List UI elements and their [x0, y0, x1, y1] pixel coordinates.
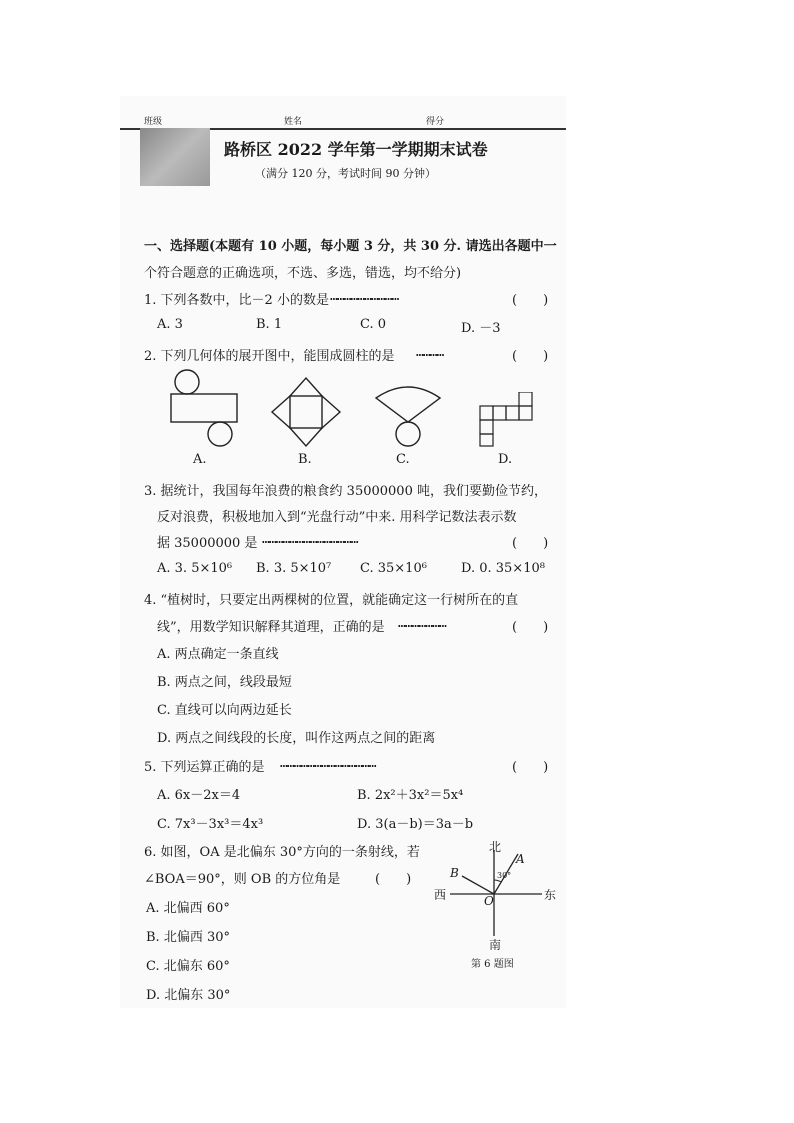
q2-stem: 2. 下列几何体的展开图中，能围成圆柱的是 — [144, 349, 395, 364]
q6-option-c: C. 北偏东 60° — [146, 959, 230, 974]
q6-point-o: O — [484, 894, 494, 908]
q4-dots: ………………… — [398, 616, 446, 631]
q2-label-b: B. — [298, 452, 312, 467]
q3-option-c: C. 35×10⁶ — [360, 561, 427, 576]
q5-dots: …………………………………… — [280, 756, 376, 771]
q3-dots: …………………………………… — [262, 532, 358, 547]
q1-dots: ………………………… — [330, 289, 399, 304]
q3-option-b: B. 3. 5×10⁷ — [256, 561, 332, 576]
q6-line1: 6. 如图，OA 是北偏东 30°方向的一条射线，若 — [144, 845, 420, 860]
q6-line2: ∠BOA＝90°，则 OB 的方位角是 — [144, 872, 341, 887]
q2-figure-d — [476, 392, 536, 448]
name-label: 姓名 — [284, 117, 303, 127]
q5-paren: ( ) — [512, 760, 549, 775]
q3-option-d: D. 0. 35×10⁸ — [461, 561, 545, 576]
section-heading-line2: 个符合题意的正确选项，不选、多选，错选，均不给分) — [144, 266, 462, 281]
q6-point-a: A — [516, 852, 525, 866]
banner-decoration — [140, 128, 210, 186]
q6-east-label: 东 — [544, 888, 557, 902]
q4-line2: 线”，用数学知识解释其道理，正确的是 — [157, 620, 385, 635]
q2-label-a: A. — [193, 452, 207, 467]
section-heading-line1: 一、选择题(本题有 10 小题，每小题 3 分，共 30 分. 请选出各题中一 — [144, 239, 557, 254]
q6-option-d: D. 北偏东 30° — [146, 988, 231, 1003]
q1-option-c: C. 0 — [360, 317, 387, 332]
q1-option-d: D. －3 — [461, 321, 501, 336]
q4-line1: 4. “植树时，只要定出两棵树的位置，就能确定这一行树所在的直 — [144, 593, 519, 608]
q4-option-b: B. 两点之间，线段最短 — [157, 675, 292, 690]
q6-paren: ( ) — [375, 872, 412, 887]
page-subtitle: （满分 120 分，考试时间 90 分钟） — [255, 167, 436, 180]
q2-dots: ………… — [416, 345, 444, 360]
q1-paren: ( ) — [512, 293, 549, 308]
q2-paren: ( ) — [512, 349, 549, 364]
q4-paren: ( ) — [512, 620, 549, 635]
q5-option-c: C. 7x³－3x³＝4x³ — [157, 817, 264, 832]
q3-line2: 反对浪费，积极地加入到“光盘行动”中来. 用科学记数法表示数 — [157, 510, 517, 525]
class-label: 班级 — [144, 117, 163, 127]
q2-label-c: C. — [396, 452, 410, 467]
q5-option-b: B. 2x²＋3x²＝5x⁴ — [357, 788, 464, 803]
q6-west-label: 西 — [434, 888, 447, 902]
q3-paren: ( ) — [512, 536, 549, 551]
q2-figure-c — [374, 380, 444, 452]
q5-stem: 5. 下列运算正确的是 — [144, 760, 265, 775]
q4-option-a: A. 两点确定一条直线 — [157, 647, 279, 662]
q1-option-b: B. 1 — [256, 317, 283, 332]
q2-figure-b — [270, 376, 342, 452]
q3-line3: 据 35000000 是 — [157, 536, 258, 551]
q2-label-d: D. — [498, 452, 513, 467]
q6-point-b: B — [450, 866, 459, 880]
q5-option-a: A. 6x－2x＝4 — [157, 788, 241, 803]
score-label: 得分 — [426, 117, 445, 127]
q6-north-label: 北 — [489, 840, 502, 854]
q4-option-d: D. 两点之间线段的长度，叫作这两点之间的距离 — [157, 731, 436, 746]
q6-figure-caption: 第 6 题图 — [471, 959, 514, 970]
q6-south-label: 南 — [489, 938, 502, 952]
q6-option-a: A. 北偏西 60° — [146, 901, 230, 916]
q3-option-a: A. 3. 5×10⁶ — [157, 561, 233, 576]
page-title: 路桥区 2022 学年第一学期期末试卷 — [224, 140, 488, 159]
q3-line1: 3. 据统计，我国每年浪费的粮食约 35000000 吨，我们要勤俭节约， — [144, 484, 547, 499]
q6-angle-label: 30° — [497, 871, 512, 880]
q4-option-c: C. 直线可以向两边延长 — [157, 703, 292, 718]
q1-option-a: A. 3 — [157, 317, 183, 332]
q6-option-b: B. 北偏西 30° — [146, 930, 230, 945]
q2-figure-a — [165, 366, 245, 450]
q1-stem: 1. 下列各数中，比－2 小的数是 — [144, 293, 329, 308]
q5-option-d: D. 3(a－b)＝3a－b — [357, 817, 474, 832]
